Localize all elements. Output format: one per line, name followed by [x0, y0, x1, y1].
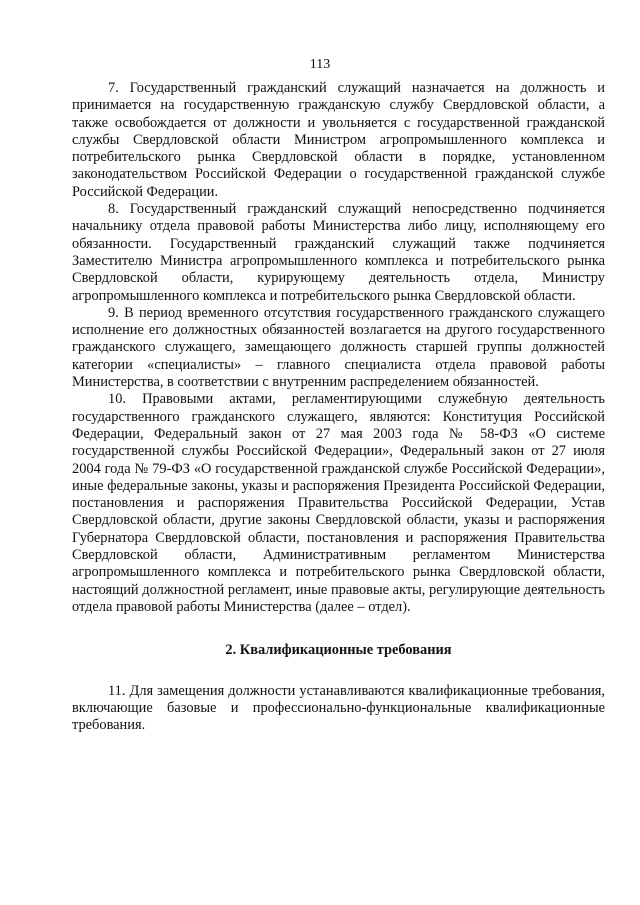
paragraph-8: 8. Государственный гражданский служащий непосредственно подчиняется начальнику отдела правовой работы Министерства либо лицу, исполняющему его обязанности. Государственный гражданский служащий также подчиняется Заместителю Министра агропромышленного комплекса и потребительского рынка Свердловской области, курирующему деятельность отдела, Министру агропромышленного комплекса и потребительского рынка Свердловской области.	[72, 201, 605, 304]
paragraph-11: 11. Для замещения должности устанавливаются квалификационные требования, включающие базовые и профессионально-функциональные квалификационные требования.	[72, 682, 605, 734]
paragraph-7: 7. Государственный гражданский служащий назначается на должность и принимается на государственную гражданскую службу Свердловской области, а также освобождается от должности и увольняется с государственной гражданской службы Свердловской области Министром агропромышленного комплекса и потребительского рынка Свердловской области в порядке, установленном законодательством Российской Федерации о государственной гражданской службе Российской Федерации.	[72, 80, 605, 200]
document-body	[72, 80, 605, 734]
section-heading: 2. Квалификационные требования	[225, 642, 452, 659]
paragraph-10: 10. Правовыми актами, регламентирующими служебную деятельность государственного гражданского служащего, являются: Конституция Российской Федерации, Федеральный закон от 27 мая 2003 года № 58-ФЗ «О системе государственной службы Российской Федерации», Федеральный закон от 27 июля 2004 года № 79-ФЗ «О государственной гражданской службе Российской Федерации», иные федеральные законы, указы и распоряжения Президента Российской Федерации, постановления и распоряжения Правительства Российской Федерации, Устав Свердловской области, другие законы Свердловской области, указы и распоряжения Губернатора Свердловской области, постановления и распоряжения Правительства Свердловской области, Административным регламентом Министерства агропромышленного комплекса и потребительского рынка Свердловской области, настоящий должностной регламент, иные правовые акты, регулирующие деятельность отдела правовой работы Министерства (далее – отдел).	[72, 391, 605, 615]
page-number: 113	[309, 57, 331, 72]
paragraph-9: 9. В период временного отсутствия государственного гражданского служащего исполнение его должностных обязанностей возлагается на другого государственного гражданского служащего, замещающего должность старшей группы должностей категории «специалисты» – главного специалиста отдела правовой работы Министерства, в соответствии с внутренним распределением обязанностей.	[72, 304, 605, 391]
